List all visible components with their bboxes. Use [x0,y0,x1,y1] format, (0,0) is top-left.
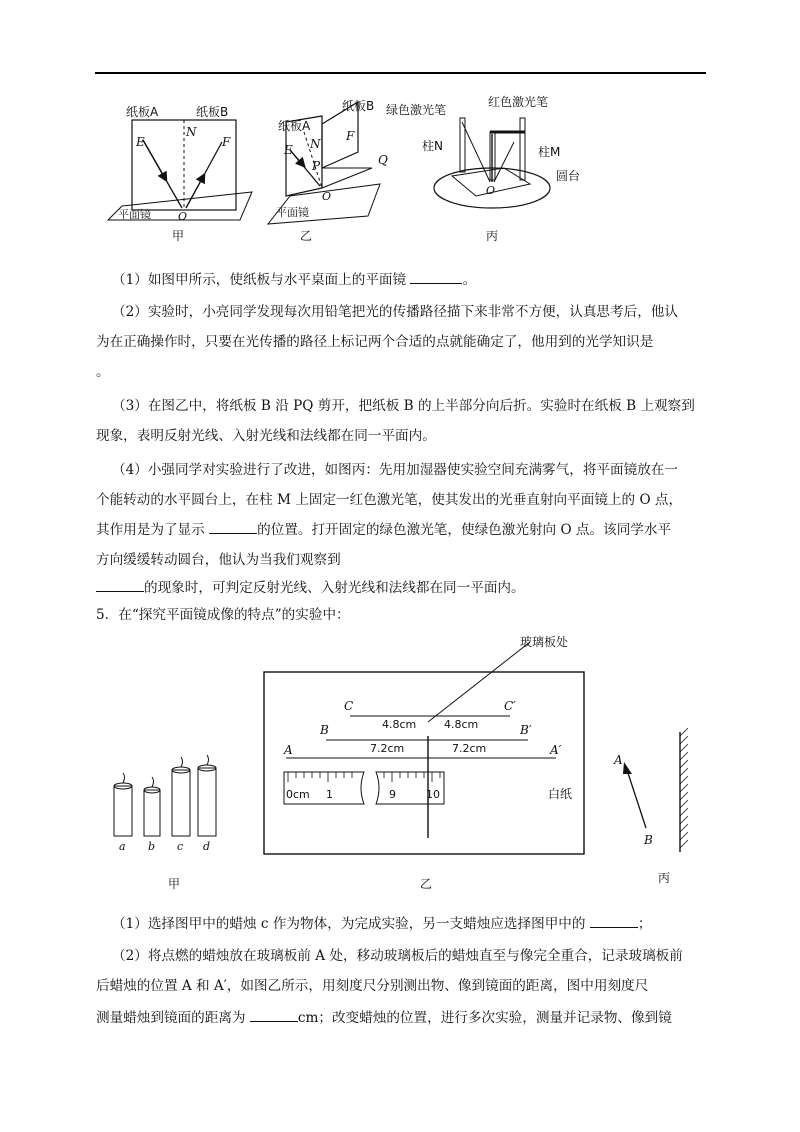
jia-e-label: E [136,135,145,149]
figure-jia [108,104,252,243]
q5-part2-line2: 后蜡烛的位置 A 和 A′，如图乙所示，用刻度尺分别测出物、像到镜面的距离，图中用刻度尺 [96,978,649,994]
candles-caption: 甲 [168,877,181,891]
yi-q-label: Q [378,153,388,167]
q4-blank-1[interactable] [410,269,462,284]
candle-label-c: c [177,840,184,853]
q4-part1: （1）如图甲所示，使纸板与水平桌面上的平面镜 。 [112,265,708,296]
dist-c-left: 4.8cm [382,718,417,731]
bing-green-laser-label: 绿色激光笔 [386,103,447,117]
dist-b-right: 7.2cm [452,742,487,755]
point-a-prime: A′ [550,743,562,757]
bing-pillar-m-label: 柱M [538,145,561,159]
jia-board-b-label: 纸板B [196,105,229,119]
point-c-prime: C′ [504,699,516,713]
candle-label-a: a [119,840,126,853]
figure-bing [386,94,580,243]
arrow-label-a: A [614,753,623,767]
q5-title: 5．在“探究平面镜成像的特点”的实验中： [96,607,350,623]
figure-candles [114,755,216,891]
q4-part4-line3: 其作用是为了显示 的位置。打开固定的绿色激光笔，使绿色激光射向 O 点。该同学水平 [96,515,708,546]
dist-b-left: 7.2cm [370,742,405,755]
yi-caption: 乙 [300,229,313,243]
q4-blank-4[interactable] [96,577,144,592]
yi-f-label: F [346,129,355,143]
bing-red-laser-label: 红色激光笔 [488,95,549,109]
q4-blank-3[interactable] [209,519,257,534]
q4-part2-line1: （2）实验时，小亮同学发现每次用铅笔把光的传播路径描下来非常不方便，认真思考后，他认 [112,304,678,320]
q4-part3-line2: 现象，表明反射光线、入射光线和法线都在同一平面内。 [96,428,436,444]
point-a: A [284,743,293,757]
header-rule [95,72,706,74]
figure-mirror-arrow [613,728,688,885]
point-c: C [344,699,354,713]
jia-mirror-label: 平面镜 [118,208,151,221]
jia-board-a-label: 纸板A [126,105,159,119]
q4-part2-line3: 。 [96,364,110,380]
yi-o-label: O [322,190,332,203]
ruler-mark-0: 0cm [286,788,310,801]
candle-label-b: b [148,840,156,853]
bing-turntable-label: 圆台 [556,169,581,183]
jia-n-label: N [186,125,197,139]
point-b: B [320,723,329,737]
candle-label-d: d [203,840,211,853]
paper-setup-caption: 乙 [420,877,433,891]
q5-part2-line3: 测量蜡烛到镜面的距离为 cm；改变蜡烛的位置，进行多次实验，测量并记录物、像到镜 [96,1003,708,1034]
yi-mirror-label: 平面镜 [276,206,309,219]
ruler-mark-10: 10 [426,788,440,801]
q5-part1: （1）选择图甲中的蜡烛 c 作为物体，为完成实验，另一支蜡烛应选择图甲中的 ； [112,909,708,940]
bing-pillar-n-label: 柱N [422,139,443,153]
candle-a [114,773,132,836]
white-paper-label: 白纸 [548,787,573,801]
candle-b [144,777,160,836]
figure-paper-setup [264,634,584,891]
q5-part2-line1: （2）将点燃的蜡烛放在玻璃板前 A 处，移动玻璃板后的蜡烛直至与像完全重合，记录玻璃板前 [112,948,683,964]
arrow-label-b: B [644,833,653,847]
figure-yi [268,98,388,243]
q4-part3-line1: （3）在图乙中，将纸板 B 沿 PQ 剪开，把纸板 B 的上半部分向后折。实验时在纸板 B 上观察到 [112,398,695,414]
q4-part4-line1: （4）小强同学对实验进行了改进，如图丙：先用加湿器使实验空间充满雾气，将平面镜放在一 [112,462,678,478]
dist-c-right: 4.8cm [444,718,479,731]
q4-part4-line4: 方向缓缓转动圆台，他认为当我们观察到 [96,552,341,568]
yi-board-a-label: 纸板A [278,119,311,133]
candle-c [172,757,190,836]
q4-part4-line2: 个能转动的水平圆台上，在柱 M 上固定一红色激光笔，使其发出的光垂直射向平面镜上的 O 点， [96,492,683,508]
q5-blank-1[interactable] [590,913,638,928]
ruler-mark-1: 1 [326,788,333,801]
yi-board-b-label: 纸板B [342,99,375,113]
reflection-figures [100,92,620,252]
bing-caption: 丙 [486,229,499,243]
ruler-mark-9: 9 [389,788,396,801]
q4-part4-line5: 的现象时，可判定反射光线、入射光线和法线都在同一平面内。 [96,573,692,604]
glass-plate-label: 玻璃板处 [520,635,569,649]
jia-caption: 甲 [172,229,185,243]
mirror-image-figures [100,632,700,894]
yi-n-label: N [310,137,321,151]
point-b-prime: B′ [520,723,532,737]
jia-o-label: O [178,210,188,223]
q5-blank-2[interactable] [250,1007,298,1022]
q4-part2-line2: 为在正确操作时，只要在光传播的路径上标记两个合适的点就能确定了，他用到的光学知识是 [96,334,654,350]
jia-f-label: F [222,135,231,149]
yi-p-label: P [312,159,321,173]
yi-e-label: E [284,143,293,157]
mirror-arrow-caption: 丙 [658,871,671,885]
ruler [284,772,444,804]
bing-o-label: O [486,184,496,197]
candle-d [198,755,216,836]
